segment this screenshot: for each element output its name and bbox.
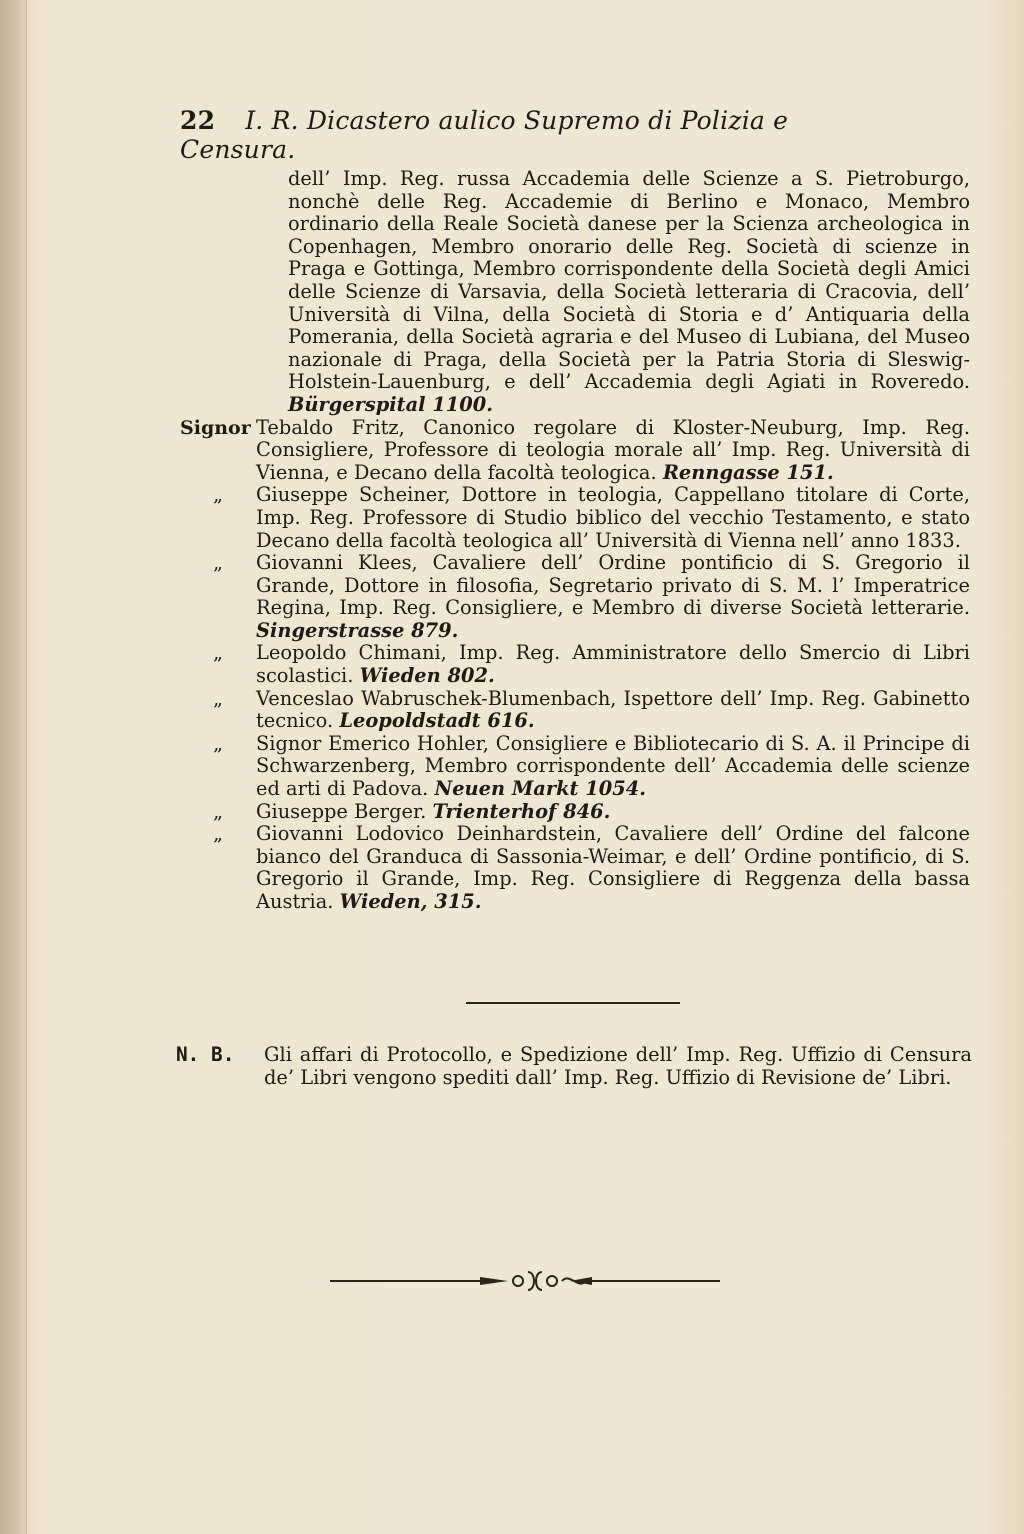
ditto-mark: „ <box>213 484 223 507</box>
entry-text-block <box>256 642 970 687</box>
entry-address: Trienterhof 846. <box>432 799 611 823</box>
ditto-mark: „ <box>213 823 223 846</box>
ditto-mark: „ <box>213 552 223 575</box>
entry-text: Giuseppe Berger. <box>256 799 427 823</box>
nota-bene-paragraph <box>176 1044 972 1089</box>
ornament-left-point <box>480 1277 508 1285</box>
list-item <box>180 417 970 485</box>
page-body <box>180 168 970 914</box>
continuation-text: dell’ Imp. Reg. russa Accademia delle Scienze a S. Pietroburgo, nonchè delle Reg. Accademie di Berlino e Monaco, Membro ordinario della Reale Società danese per la Scienza archeologica in Copenhagen, Membro onorario delle Reg. Società di scienze in Praga e Gottinga, Membro corrispondente della Società degli Amici delle Scienze di Varsavia, della Società letteraria di Cracovia, dell’ Università di Vilna, della Società di Storia e d’ Antiquaria della Pomerania, della Società agraria e del Museo di Lubiana, del Museo nazionale di Praga, della Società per la Patria Storia di Sleswig-Holstein-Lauenburg, e dell’ Accademia degli Agiati in Roveredo. <box>288 167 970 394</box>
entry-address: Neuen Markt 1054. <box>434 777 646 801</box>
entry-text: Leopoldo Chimani, Imp. Reg. Amministratore dello Smercio di Libri scolastici. <box>256 641 970 688</box>
page-number: 22 <box>180 106 216 135</box>
section-divider <box>466 1002 680 1004</box>
entry-address: Wieden 802. <box>359 664 495 688</box>
continuation-address: Bürgerspital 1100. <box>288 392 494 416</box>
entry-text-block <box>256 688 970 733</box>
entry-text-block <box>256 417 970 485</box>
entry-text: Signor Emerico Hohler, Consigliere e Bibliotecario di S. A. il Principe di Schwarzenberg, Membro corrispondente dell’ Accademia delle scienze ed arti di Padova. <box>256 731 970 801</box>
entry-text-block <box>256 552 970 642</box>
ornament-right-ring <box>547 1276 557 1286</box>
page-spine-edge <box>0 0 27 1534</box>
entry-text: Giuseppe Scheiner, Dottore in teologia, Cappellano titolare di Corte, Imp. Reg. Professore di Studio biblico del vecchio Testamento, e stato Decano della facoltà teologica all’ Università di Vienna nell’ anno 1833. <box>256 483 970 552</box>
entry-text-block <box>256 801 970 824</box>
nota-bene-label: N. B. <box>176 1043 235 1066</box>
list-item <box>180 801 970 824</box>
list-item <box>180 484 970 552</box>
list-item <box>180 823 970 913</box>
list-item <box>180 552 970 642</box>
entry-label: Signor <box>180 416 251 439</box>
nota-bene-text: Gli affari di Protocollo, e Spedizione dell’ Imp. Reg. Uffizio di Censura de’ Libri vengono spediti dall’ Imp. Reg. Uffizio di Revisione de’ Libri. <box>264 1043 972 1089</box>
entry-address: Leopoldstadt 616. <box>339 709 535 733</box>
entry-text: Giovanni Klees, Cavaliere dell’ Ordine pontificio di S. Gregorio il Grande, Dottore in filosofia, Segretario privato di S. M. l’ Imperatrice Regina, Imp. Reg. Consigliere, e Membro di diverse Società letterarie. <box>256 551 970 620</box>
list-item <box>180 688 970 733</box>
list-item <box>180 733 970 801</box>
list-item <box>180 642 970 687</box>
entry-address: Renngasse 151. <box>662 460 834 484</box>
ditto-mark: „ <box>213 687 223 710</box>
running-header <box>180 106 900 164</box>
entry-address: Wieden, 315. <box>339 890 482 913</box>
continuation-paragraph <box>180 168 970 417</box>
entry-address: Singerstrasse 879. <box>256 618 459 642</box>
ditto-mark: „ <box>213 800 223 823</box>
entry-text: Tebaldo Fritz, Canonico regolare di Kloster-Neuburg, Imp. Reg. Consigliere, Professore di teologia morale all’ Imp. Reg. Università di Vienna, e Decano della facoltà teologica. <box>256 415 970 484</box>
running-title: I. R. Dicastero aulico Supremo di Polizia e Censura. <box>180 106 789 164</box>
ornamental-tailpiece <box>330 1266 720 1296</box>
ditto-mark: „ <box>213 642 223 665</box>
entry-text-block <box>256 823 970 913</box>
entry-text: Giovanni Lodovico Deinhardstein, Cavaliere dell’ Ordine del falcone bianco del Granduca di Sassonia-Weimar, e dell’ Ordine pontificio, di S. Gregorio il Grande, Imp. Reg. Consigliere di Reggenza della bassa Austria. <box>256 822 970 913</box>
ditto-mark: „ <box>213 732 223 755</box>
entry-text-block <box>256 733 970 801</box>
entry-text-block <box>256 484 970 552</box>
ornament-left-ring <box>513 1276 523 1286</box>
entry-text: Venceslao Wabruschek-Blumenbach, Ispettore dell’ Imp. Reg. Gabinetto tecnico. <box>256 686 970 733</box>
ornament-center-scroll <box>528 1272 542 1290</box>
